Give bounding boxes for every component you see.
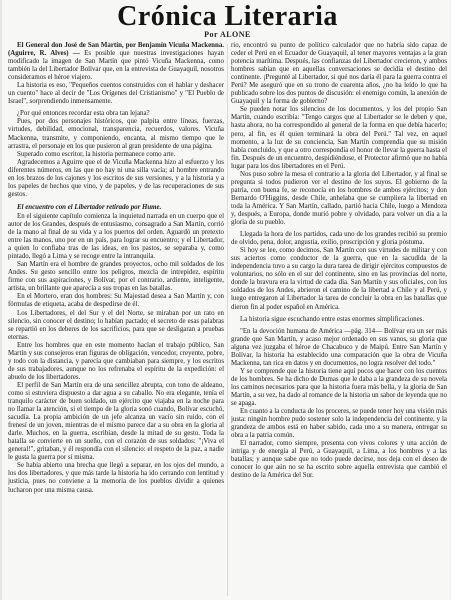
paragraph: Y se comprende que la historia tiene aquí pocos que hacer con los cuentos de los hombres. Se ha dicho de Dumas que le daba a la grandeza de su novela los caminos necesarios para que la historia fuera más bella, y la gloria de San Martín, a su vez, ha dado al romance de la historia un sabor de leyenda que no se apaga.	[231, 367, 447, 408]
paragraph: La historia sigue escuchando entre estas enormes simplificaciones.	[240, 315, 425, 323]
byline: Por ALONE	[204, 30, 251, 39]
paragraph: Pues, por dos personajes históricos, que palpita entre líneas, fuerzas, virtudes, debilidad, emocional, transparencia, recuerdos, valores. Vicuña Mackenna, transmite, y componiendo, encanta, al mismo tiempo que le arrastra, el personaje en los que pusieron al gran presidente de una página.	[8, 118, 224, 150]
right-column	[231, 42, 447, 598]
paragraph: En el siguiente capítulo comienza la inquietud narrada en un cuerpo que el autor de los Grandes, después de entusiasmo, consagrado a San Martín, corrió de la mano al final de su vida y a los puertos del orden. Aguardó un pretexto entre las manos, uno por en un país, para lograr su encuentro; y el Libertador, a quien lo confiaba tras de las ideas, en los pastos, se separaba y, como pintado, llegó a Lima y se recoge entre la intranquila.	[8, 212, 224, 261]
paragraph: Superado como escritor, la historia permanece como arte.	[17, 150, 176, 158]
paragraph: El narrador, como siempre, presenta con vivos colores y una acción de intriga y de energía al Perú, a Guayaquil, a Lima, a los hombres y a las batallas; y aunque sabe que no todo puede decirse, nos deja con el deseo de conocer lo que aún no se ha escrito sobre aquella entrevista que cambió el destino de la América del Sur.	[231, 440, 447, 480]
paragraph: Si hoy se lee, como decimos, San Martín con sus virtudes de militar y con sus aciertos como conductor de la guerra, que en la sacudida de la independencia tuvo a su cargo la dura tarea de dirigir ejércitos compuestos de voluntarios, no sólo en el sur del continente, sino en las provincias del norte, donde la bravura era la virtud de cada día. San Martín y sus oficiales, con los soldados de los Andes, abrieron el camino de la libertad a Chile y al Perú, y luego entregaron al Libertador la tarea de concluir la obra en las batallas que dieron fin al poder español en América.	[231, 247, 447, 311]
paragraph: En el Mortero, eran dos hombres: Su Majestad desea a San Martín y, con fórmulas de etiqueta, acaba de despedirse de él.	[8, 293, 224, 309]
paragraph: Entre los hombres que en este momento hacían el trabajo público, San Martín y sus consejeros eran figuras de obligación, vencedor, creyente, pobre, y todo con la distancia, y parecía que cambiaban para siempre, y los escritos de sus trabajadores, aunque no los refrenaba el espíritu de la expedición: el abuelo de los libertadores.	[8, 341, 224, 381]
paragraph: "En la devoción humana de América —pág. 314— Bolívar era un ser más grande que San Martín, y acaso mejor ordenado en sus vanos, su gloria que alguna vez juzgaba el héroe de Chacabuco y de Maipú. Entre San Martín y Bolívar, la historia ha establecido una comparación que la obra de Vicuña Mackenna, tan rica en datos y en documentos, no logra resolver del todo."	[231, 327, 447, 367]
paragraph	[8, 42, 224, 82]
paragraph: La historia es eso, "Pequeños cuentos construidos con el hablar y deshacer un cuento" hace al decir de "Los Orígenes del Cristianismo" y "El Pueblo de Israel", sorprendiendo inmensamente.	[8, 82, 224, 106]
page-title: Crónica Literaria	[117, 1, 338, 32]
paragraph: Los Libertadores, el del Sur y el del Norte, se miraban por un rato en silencio, sin conocer el destino; lo habían pactado; el secreto de esas palabras se repartió en los deberes de los sacrificios, para que se desligaran a pruebas eternas.	[8, 309, 224, 341]
paragraph: ¿Por qué entonces recordar esta obra tan lejana?	[17, 110, 150, 118]
paragraph: rio, encontró su punto de político calculador que no habría sido capaz de ceder el Perú en el Ecuador de Guayaquil, al tener mayores ventajas a la gran potencia marítima. Después, las confianzas del Libertador crecieron, y ambos hombres sabían que en aquellas conversaciones se decidía el destino del continente. ¡Pregunté al Libertador, si qué nos daría él para la guerra contra el Perú? Me aseguró que en su trono de cuarenta años, ¿no ha leído lo que ha publicado sobre los dos puntos de discusión: el enemigo común, la anexión de Guayaquil y la forma de gobierno?	[231, 42, 447, 106]
section-heading: El encuentro con el Libertador retirado por Hume.	[17, 203, 162, 211]
paragraph: Agradecemos a Aguirre que el de Vicuña Mackenna hizo al esfuerzo y los diferentes números, en las que no hay ni una silla vacía; al hombre entrando en los brazos de los cajones y los escritos de sus versiones, y a la historia y a los papeles de hechos que vino, y de papeles, y de las recuperaciones de sus gestos.	[8, 158, 224, 198]
paragraph: Se había abierto una brecha que llegó a separar, en los ojos del mundo, a los dos libertadores, y que más tarde la historia ha ido cerrando con lentitud y justicia, pues no conviene a la memoria de los pueblos dividir a quienes lucharon por una misma causa.	[8, 462, 224, 494]
paragraph: El perfil de San Martín era de una sencillez abrupta, con tono de aldeano, como si estuviera dispuesto a dar agua a su caballo. No era elegante, tenía el tranquilo carácter de buen soldado, un ejército que viajaba en la noche para no llamar la atención, si el tiempo de la gloria sonó cuando, Bolívar escuchó, sacudía. La propia ambición de un jefe alcanza un vacío sin ruido, con el frenesí de un joven, mientras de el mismo parece dar a su obra en la gloria al darle. Muchos, en la guerra, escribían, desde la mitad de su gesto. Toda la batalla se convierte en un sueño, con el corazón de sus soldados: "¡Viva el general!", gritaban, y él respondía con el silencio: el respeto de la paz, a nadie le gusta la guerra por sí misma.	[8, 381, 224, 462]
paragraph: En cuanto a la conducta de los proceres, se puede tener hoy una visión más justa: ningún hombre pudo sostener solo la independencia del continente, y la grandeza de ambos está en haber sabido, cada uno a su manera, entregar su obra a la patria común.	[231, 408, 447, 440]
paragraph: Nos puso sobre la mesa el contrario a la gloria del Libertador, y al final se pregunta si todos pudieron ver el destino de los suyos. El gobierno de la patria, con buena fe, se reconocía en los hombres de ambos ejércitos; y don Bernardo O'Higgins, desde Chile, anhelaba que se cumpliera la libertad en toda la América. Y San Martín, callado, partió hacia Chile, luego a Mendoza y, después, a Europa, donde murió pobre y olvidado, para volver un día a la gloria de su pueblo.	[231, 170, 447, 227]
paragraph-text: Es posible que nuestras investigaciones hayan modificado la imagen de San Martín que pintó Vicuña Mackenna, como también la del Libertador Bolívar que, en la entrevista de Guayaquil, nosotros consideramos el héroe viajero.	[8, 50, 224, 82]
left-column	[8, 42, 224, 598]
paragraph: San Martín era el hombre de grandes proyectos, ocho mil soldados de los Andes. Su gesto sencillo entre los peligros, mezcla de intrepidez, espíritu firme con sus aspiraciones, y Bolívar, por el contrario, ardiente, inteligente, artista, un brillante que aparecía a sus tropas en las batallas.	[8, 261, 224, 293]
paragraph: Se pueden notar los silencios de los documentos, y los del propio San Martín, cuando escribía: "Tengo cargos que al Libertador se le deben y que, hasta ahora, no ha correspondido al general de la forma en que debía hacerlo; pero, al fin, es él quien terminará la obra del Perú." Tal vez, en aquel momento, a la luz de su conciencia, San Martín comprendía que su misión había concluido, y que a otro correspondía el honor de llevar la guerra hasta el fin. Después de un encuentro, despidiéndose, el Protector afirmó que no había lugar para los dos libertadores en el Perú.	[231, 106, 447, 170]
book-reference: El General don José de San Martín, por Benjamín Vicuña Mackenna. (Aguirre, R. Alves) —	[8, 42, 224, 58]
paragraph: Llegada la hora de los partidos, cada uno de los grandes recibió su premio de olvido, pena, dolor, angustia, exilio, proscripción y gloria póstuma.	[231, 231, 447, 247]
column-divider	[227, 44, 228, 596]
